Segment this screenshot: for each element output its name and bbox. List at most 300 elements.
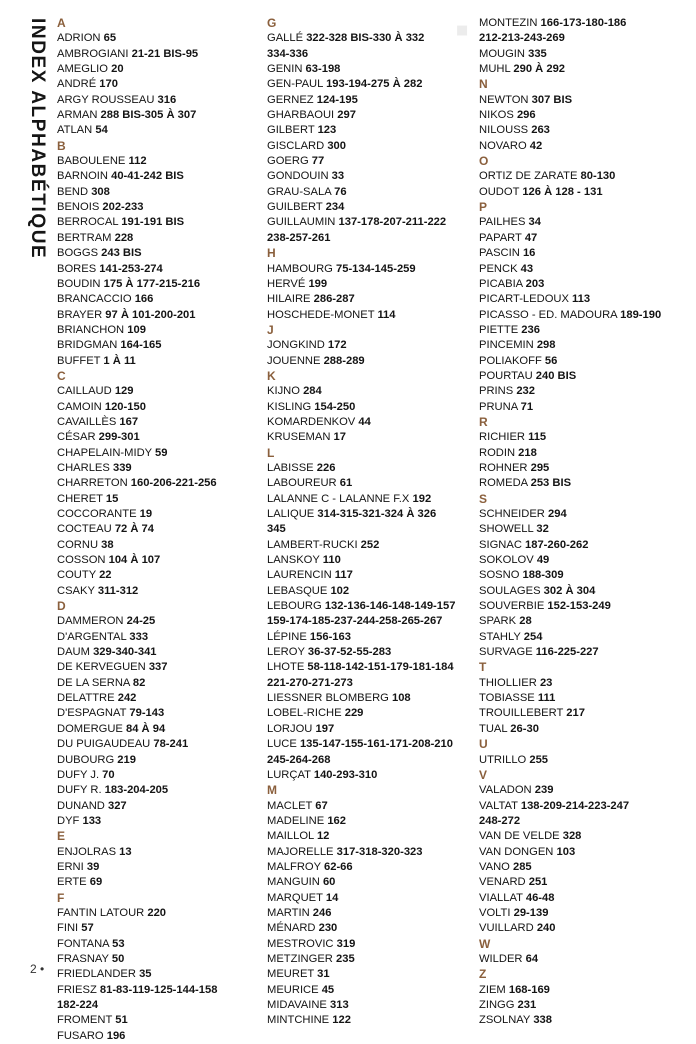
page-references: 229 xyxy=(344,707,364,720)
artist-name: CAMOIN xyxy=(57,400,102,413)
artist-name: SURVAGE xyxy=(479,646,533,659)
page-references: 70 xyxy=(102,768,115,781)
artist-name: BRANCACCIO xyxy=(57,293,132,306)
artist-name: VALTAT xyxy=(479,799,518,812)
page-references: 248-272 xyxy=(479,814,521,827)
page-references: 327 xyxy=(107,799,127,812)
index-entry xyxy=(479,921,689,936)
artist-name: NILOUSS xyxy=(479,124,529,137)
index-entry xyxy=(57,492,257,507)
artist-name: DAMMERON xyxy=(57,615,124,628)
artist-name: NIKOS xyxy=(479,109,514,122)
page-references: 193-194-275 À 282 xyxy=(326,78,423,91)
artist-name: PASCIN xyxy=(479,247,520,260)
page-references: 111 xyxy=(537,692,556,705)
artist-name: VUILLARD xyxy=(479,922,534,935)
artist-name: MOUGIN xyxy=(479,47,525,60)
artist-name: MUHL xyxy=(479,63,511,76)
index-entry xyxy=(57,262,257,277)
index-entry xyxy=(267,814,472,829)
artist-name: ADRION xyxy=(57,32,101,45)
page-references: 61 xyxy=(339,477,353,490)
index-entry xyxy=(479,676,689,691)
index-entry xyxy=(479,875,689,890)
page-references: 182-224 xyxy=(57,999,99,1011)
index-entry xyxy=(267,584,472,599)
artist-name: RICHIER xyxy=(479,431,525,444)
page-references: 29-139 xyxy=(513,906,549,919)
page-references: 43 xyxy=(520,262,534,275)
page-references: 175 À 177-215-216 xyxy=(103,277,201,290)
index-entry xyxy=(57,768,257,783)
section-letter: C xyxy=(57,368,66,383)
index-entry xyxy=(267,921,472,936)
index-entry xyxy=(57,476,257,491)
page-references: 47 xyxy=(524,231,538,244)
index-entry xyxy=(267,768,472,783)
page-references: 35 xyxy=(139,968,152,981)
index-entry-continuation xyxy=(479,814,689,829)
artist-name: CSAKY xyxy=(57,584,95,597)
page-references: 296 xyxy=(516,109,536,122)
page-references: 286-287 xyxy=(313,293,355,306)
artist-name: DU PUIGAUDEAU xyxy=(57,738,151,751)
page-references: 232 xyxy=(516,385,535,398)
index-entry xyxy=(267,77,472,92)
artist-name: GENIN xyxy=(267,63,303,76)
page-references: 132-136-146-148-149-157 xyxy=(324,600,456,613)
index-entry xyxy=(57,645,257,660)
index-entry xyxy=(267,645,472,660)
artist-name: PRINS xyxy=(479,385,514,398)
artist-name: GERNEZ xyxy=(267,93,314,106)
page-references: 58-118-142-151-179-181-184 xyxy=(307,661,454,674)
page-references: 12 xyxy=(316,830,330,843)
artist-name: BERTRAM xyxy=(57,231,112,244)
page-references: 307 BIS xyxy=(531,93,573,106)
page-references: 31 xyxy=(317,968,330,981)
index-entry xyxy=(479,553,689,568)
index-entry xyxy=(267,845,472,860)
index-section xyxy=(57,16,257,139)
page-references: 335 xyxy=(528,47,547,60)
artist-name: VAN DE VELDE xyxy=(479,830,560,843)
page-references: 154-250 xyxy=(314,400,356,413)
artist-name: SPARK xyxy=(479,615,517,628)
page-references: 230 xyxy=(318,922,338,935)
page-references: 77 xyxy=(311,155,325,168)
index-entry xyxy=(267,568,472,583)
index-entry xyxy=(479,93,689,108)
artist-name: MEURET xyxy=(267,968,315,981)
index-entry xyxy=(479,645,689,660)
section-letter: K xyxy=(267,368,276,383)
page-references: 72 À 74 xyxy=(114,523,154,536)
index-entry xyxy=(479,476,689,491)
page-references: 226 xyxy=(316,461,336,474)
index-section xyxy=(57,891,257,1044)
page-references: 314-315-321-324 À 326 xyxy=(317,508,437,520)
index-section xyxy=(479,967,689,1028)
page-references: 240 xyxy=(536,922,556,935)
artist-name: VIALLAT xyxy=(479,891,523,904)
artist-name: BORES xyxy=(57,262,97,275)
artist-name: BRIDGMAN xyxy=(57,339,118,352)
index-entry xyxy=(57,215,257,230)
index-entry xyxy=(479,384,689,399)
index-entry xyxy=(479,753,689,768)
index-entry xyxy=(57,952,257,967)
index-entry xyxy=(479,860,689,875)
index-entry xyxy=(57,323,257,338)
artist-name: ARMAN xyxy=(57,109,98,122)
page-references: 69 xyxy=(89,876,103,889)
page-references: 103 xyxy=(556,845,576,858)
artist-name: MONTEZIN xyxy=(479,17,538,29)
page-references: 334-336 xyxy=(267,47,309,60)
artist-name: HAMBOURG xyxy=(267,262,333,275)
artist-name: BRAYER xyxy=(57,308,103,321)
page-references: 199 xyxy=(308,277,328,290)
index-entry xyxy=(267,31,472,46)
page-references: 159-174-185-237-244-258-265-267 xyxy=(267,615,443,628)
artist-name: FINI xyxy=(57,922,79,935)
artist-name: LIESSNER BLOMBERG xyxy=(267,692,389,705)
page-references: 137-178-207-211-222 xyxy=(338,216,447,229)
artist-name: TROUILLEBERT xyxy=(479,707,564,720)
index-entry xyxy=(57,875,257,890)
artist-name: KIJNO xyxy=(267,385,300,398)
section-letter: J xyxy=(267,322,274,337)
section-letter: G xyxy=(267,16,277,30)
artist-name: MACLET xyxy=(267,799,313,812)
index-entry xyxy=(57,185,257,200)
page-references: 333 xyxy=(129,630,149,643)
artist-name: LEBOURG xyxy=(267,600,322,613)
page-references: 172 xyxy=(327,339,347,352)
index-entry xyxy=(57,1029,257,1044)
index-entry xyxy=(267,62,472,77)
artist-name: HILAIRE xyxy=(267,293,311,306)
page-references: 65 xyxy=(103,32,117,45)
page-references: 59 xyxy=(155,446,168,459)
page-references: 294 xyxy=(548,508,567,520)
section-letter: H xyxy=(267,246,276,261)
artist-name: LALANNE C - LALANNE F.X xyxy=(267,492,410,505)
artist-name: MINTCHINE xyxy=(267,1014,330,1027)
artist-name: ERTE xyxy=(57,876,87,889)
artist-name: FRIEDLANDER xyxy=(57,968,136,981)
index-entry xyxy=(267,415,472,430)
page-references: 117 xyxy=(334,569,353,582)
page-references: 284 xyxy=(303,385,322,398)
index-entry xyxy=(267,354,472,369)
page-references: 221-270-271-273 xyxy=(267,676,353,689)
index-entry xyxy=(479,62,689,77)
page-references: 245-264-268 xyxy=(267,753,331,766)
artist-name: CAILLAUD xyxy=(57,385,112,398)
artist-name: LABOUREUR xyxy=(267,477,337,490)
page-references: 239 xyxy=(534,784,554,797)
index-entry xyxy=(479,998,689,1013)
page-references: 235 xyxy=(336,952,355,965)
index-column-1 xyxy=(57,16,257,1044)
artist-name: CAVAILLÈS xyxy=(57,415,117,428)
index-entry xyxy=(479,983,689,998)
index-entry xyxy=(57,292,257,307)
index-entry xyxy=(57,706,257,721)
index-entry xyxy=(479,292,689,307)
section-letter: O xyxy=(479,154,489,169)
index-entry xyxy=(57,553,257,568)
page-references: 36-37-52-55-283 xyxy=(307,646,392,659)
index-entry-continuation xyxy=(267,522,472,537)
page-references: 67 xyxy=(315,799,328,812)
artist-name: THIOLLIER xyxy=(479,676,537,689)
artist-name: KRUSEMAN xyxy=(267,431,331,444)
page-references: 192 xyxy=(412,492,432,505)
page-references: 228 xyxy=(114,231,134,244)
artist-name: LAMBERT-RUCKI xyxy=(267,538,358,551)
index-entry xyxy=(479,139,689,154)
index-entry xyxy=(57,799,257,814)
page-references: 24-25 xyxy=(126,615,156,628)
artist-name: COSSON xyxy=(57,554,106,567)
index-entry xyxy=(267,139,472,154)
page-references: 40-41-242 BIS xyxy=(111,170,184,183)
section-letter: D xyxy=(57,599,66,614)
page-references: 254 xyxy=(523,630,543,643)
artist-name: DYF xyxy=(57,814,80,827)
index-entry xyxy=(267,538,472,553)
page-references: 49 xyxy=(536,554,550,567)
section-letter: S xyxy=(479,491,488,506)
artist-name: GHARBAOUI xyxy=(267,109,335,122)
index-section xyxy=(479,200,689,415)
page-references: 113 xyxy=(572,293,591,306)
page-marker: • xyxy=(40,962,45,976)
page-references: 33 xyxy=(331,170,345,183)
artist-name: DOMERGUE xyxy=(57,722,123,735)
artist-name: GONDOUIN xyxy=(267,170,329,183)
index-entry xyxy=(57,123,257,138)
page-references: 308 xyxy=(91,185,110,198)
index-entry xyxy=(267,875,472,890)
section-letter: W xyxy=(479,936,491,951)
page-references: 345 xyxy=(267,523,286,536)
artist-name: MESTROVIC xyxy=(267,937,334,950)
page-references: 133 xyxy=(82,814,102,827)
index-entry xyxy=(57,400,257,415)
artist-name: COUTY xyxy=(57,569,96,582)
page-references: 39 xyxy=(86,860,100,873)
index-entry xyxy=(57,691,257,706)
index-entry xyxy=(267,461,472,476)
page-references: 45 xyxy=(321,983,335,996)
index-entry xyxy=(479,446,689,461)
artist-name: ZSOLNAY xyxy=(479,1014,531,1027)
artist-name: SOUVERBIE xyxy=(479,600,545,613)
page-references: 302 À 304 xyxy=(543,584,596,597)
artist-name: LAURENCIN xyxy=(267,569,332,582)
index-entry xyxy=(267,737,472,752)
page-references: 34 xyxy=(528,216,541,229)
index-entry xyxy=(57,737,257,752)
page-references: 42 xyxy=(529,139,543,152)
artist-name: HOSCHEDE-MONET xyxy=(267,308,375,321)
page-references: 156-163 xyxy=(309,630,351,643)
index-entry xyxy=(267,891,472,906)
artist-name: FANTIN LATOUR xyxy=(57,906,145,919)
index-entry xyxy=(479,354,689,369)
artist-name: MARTIN xyxy=(267,906,310,919)
index-entry xyxy=(57,722,257,737)
index-entry xyxy=(57,47,257,62)
index-entry xyxy=(57,231,257,246)
artist-name: DUFY J. xyxy=(57,768,100,781)
index-entry xyxy=(267,430,472,445)
index-entry xyxy=(267,93,472,108)
page-references: 64 xyxy=(525,952,539,965)
artist-name: VAN DONGEN xyxy=(479,845,554,858)
artist-name: ARGY ROUSSEAU xyxy=(57,93,155,106)
page-references: 187-260-262 xyxy=(525,538,589,551)
artist-name: JONGKIND xyxy=(267,339,325,352)
page-references: 183-204-205 xyxy=(104,784,169,797)
index-entry xyxy=(57,937,257,952)
artist-name: FRASNAY xyxy=(57,952,109,965)
index-section xyxy=(479,492,689,661)
page-references: 218 xyxy=(518,446,537,459)
page-references: 19 xyxy=(139,508,153,520)
page-references: 82 xyxy=(132,676,146,689)
index-entry xyxy=(267,630,472,645)
artist-name: FUSARO xyxy=(57,1029,104,1042)
index-entry xyxy=(479,783,689,798)
index-entry xyxy=(57,630,257,645)
page-references: 26-30 xyxy=(510,722,539,735)
page-references: 317-318-320-323 xyxy=(336,845,423,858)
page-references: 84 À 94 xyxy=(126,722,166,735)
index-entry xyxy=(267,706,472,721)
artist-name: MANGUIN xyxy=(267,876,320,889)
page-references: 75-134-145-259 xyxy=(336,262,416,275)
artist-name: NEWTON xyxy=(479,93,529,106)
page-references: 109 xyxy=(127,323,146,336)
artist-name: DUBOURG xyxy=(57,753,115,766)
page-references: 243 BIS xyxy=(101,247,142,260)
index-entry xyxy=(479,691,689,706)
artist-name: JOUENNE xyxy=(267,354,321,367)
index-entry xyxy=(479,891,689,906)
artist-name: CORNU xyxy=(57,538,99,551)
artist-name: GISCLARD xyxy=(267,139,325,152)
index-section xyxy=(267,369,472,446)
index-entry-continuation xyxy=(267,753,472,768)
artist-name: SOULAGES xyxy=(479,584,541,597)
index-entry xyxy=(267,967,472,982)
section-letter: M xyxy=(267,783,277,798)
index-entry xyxy=(57,568,257,583)
artist-name: PINCEMIN xyxy=(479,339,534,352)
page-references: 203 xyxy=(525,277,545,290)
index-section xyxy=(267,323,472,369)
page-references: 116-225-227 xyxy=(535,646,599,659)
index-section xyxy=(479,154,689,200)
index-entry xyxy=(479,185,689,200)
index-column-3 xyxy=(479,16,689,1029)
page-references: 108 xyxy=(391,692,411,705)
index-entry xyxy=(479,829,689,844)
artist-name: LÉPINE xyxy=(267,630,307,643)
index-entry xyxy=(479,231,689,246)
section-letter: E xyxy=(57,829,66,844)
index-entry xyxy=(479,430,689,445)
artist-name: AMEGLIO xyxy=(57,63,108,76)
page-references: 54 xyxy=(95,124,108,137)
page-references: 63-198 xyxy=(305,63,341,76)
artist-name: KISLING xyxy=(267,400,312,413)
artist-name: UTRILLO xyxy=(479,753,527,766)
index-entry xyxy=(57,921,257,936)
index-section xyxy=(479,937,689,968)
page-footer xyxy=(30,962,44,976)
index-entry xyxy=(267,400,472,415)
index-section xyxy=(479,737,689,768)
artist-name: GOERG xyxy=(267,155,309,168)
page-references: 60 xyxy=(322,876,336,889)
page-references: 231 xyxy=(517,999,537,1011)
artist-name: LEROY xyxy=(267,646,305,659)
index-entry xyxy=(479,630,689,645)
page-references: 168-169 xyxy=(508,983,550,996)
index-entry-continuation xyxy=(57,998,257,1013)
index-entry xyxy=(267,1013,472,1028)
artist-name: WILDER xyxy=(479,952,523,965)
index-entry xyxy=(57,384,257,399)
index-entry xyxy=(479,47,689,62)
index-entry xyxy=(479,952,689,967)
artist-name: HERVÉ xyxy=(267,277,306,290)
index-entry xyxy=(479,246,689,261)
artist-name: METZINGER xyxy=(267,952,333,965)
artist-name: RODIN xyxy=(479,446,516,459)
index-entry xyxy=(479,108,689,123)
page-references: 122 xyxy=(332,1014,351,1027)
artist-name: GUILLAUMIN xyxy=(267,216,336,229)
page-number: 2 xyxy=(30,962,37,976)
artist-name: MIDAVAINE xyxy=(267,999,327,1011)
index-entry xyxy=(57,415,257,430)
page-references: 124-195 xyxy=(316,93,358,106)
index-entry xyxy=(479,308,689,323)
index-entry xyxy=(479,169,689,184)
artist-name: CHERET xyxy=(57,492,103,505)
page-references: 1 À 11 xyxy=(103,354,136,367)
index-entry xyxy=(267,937,472,952)
artist-name: OUDOT xyxy=(479,185,520,198)
page-references: 288 BIS-305 À 307 xyxy=(100,109,197,122)
artist-name: BABOULENE xyxy=(57,155,126,168)
index-entry xyxy=(57,967,257,982)
index-entry xyxy=(57,783,257,798)
page-references: 112 xyxy=(128,155,147,168)
artist-name: ZINGG xyxy=(479,999,515,1011)
artist-name: ROHNER xyxy=(479,461,528,474)
page-references: 120-150 xyxy=(104,400,146,413)
artist-name: CHARLES xyxy=(57,461,110,474)
index-entry xyxy=(57,814,257,829)
